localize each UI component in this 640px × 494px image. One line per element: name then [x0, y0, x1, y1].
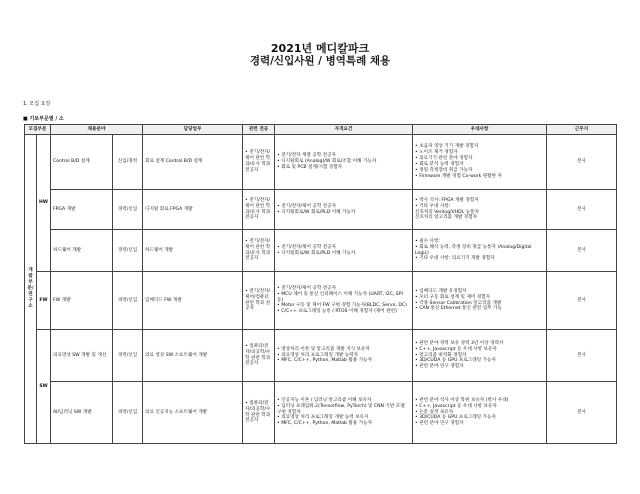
major-cell: • 컴퓨터/전자/의공학/수학 관련 학과 전공자	[243, 382, 275, 444]
list-item: • 알고리즘 최적화 경험자	[415, 352, 467, 358]
location-cell: 본사	[547, 382, 617, 444]
header-qualifications: 자격요건	[275, 125, 413, 135]
type-cell: 경력/신입	[113, 230, 143, 272]
list-item: • 초음파 영상 기기 개발 경험자	[415, 144, 479, 150]
header-division: 모집부문	[25, 125, 51, 135]
header-preferred: 우대사항	[413, 125, 547, 135]
pref-cell	[413, 190, 547, 230]
table-row	[25, 330, 617, 382]
duties-cell: 의료 영상 SW 소프트웨어 개발	[143, 330, 243, 382]
location-cell: 본사	[547, 272, 617, 330]
list-item: • 기타 우대 사항: 의료기기 개발 경험자	[415, 256, 495, 262]
list-item: • 관련 분야 연구 경험자	[415, 421, 464, 427]
type-cell: 경력/신입	[113, 190, 143, 230]
list-item: • 회로 및 PCB 설계/시험 경험자	[277, 164, 343, 170]
table-row	[25, 230, 617, 272]
table-row	[25, 135, 617, 190]
major-cell: • 컴퓨터/전자/의공학/수학 관련 학과 전공자	[243, 330, 275, 382]
type-cell: 경력/신입	[113, 272, 143, 330]
list-item: 신호처리 Verilog/VHDL 능통자	[415, 209, 480, 215]
table-row	[25, 190, 617, 230]
list-item: • 인공지능 이론 / 딥러닝 알고리즘 이해 보유자	[277, 397, 372, 403]
list-item: • 박사 석사: FPGA 개발 경험자	[415, 197, 479, 203]
field-cell: 의료영상 SW 개발 및 개선	[51, 330, 113, 382]
field-cell: Control B/D 설계	[51, 135, 113, 190]
quals-cell	[275, 382, 413, 444]
list-item: • 모터 구동 회로 설계 및 제어 경험자	[415, 294, 491, 300]
pref-cell	[413, 330, 547, 382]
list-item: • C++, Javascript 등 우대 사항 보유자	[415, 346, 497, 352]
list-item: • 임베디드 개발 유경험자	[415, 288, 467, 294]
major-cell: • 전기/전자/제어/컴퓨터 관련 학과 전공자	[243, 272, 275, 330]
table-row	[25, 382, 617, 444]
page-title: 2021년 메디칼파크	[270, 42, 370, 55]
table-header-row	[25, 125, 617, 135]
list-item: • 전기/전자/제어 공학 전공자	[277, 285, 337, 291]
type-cell: 경력/신입	[113, 330, 143, 382]
header-location: 근무지	[547, 125, 617, 135]
list-item: • 디지털회로/W 회로/PLD 이해 가능자	[277, 250, 356, 256]
duties-cell: 의료 인공지능 소프트웨어 개발	[143, 382, 243, 444]
duties-cell: 회로 설계 Control B/D 설계	[143, 135, 243, 190]
list-item: • 관련 분야 연구 경험자	[415, 364, 464, 370]
pref-cell	[413, 382, 547, 444]
list-item: • 관련 분야 경력 보유 경력 3년 이상 경력자	[415, 340, 504, 346]
list-item: • 노이즈 제거 경험자	[415, 150, 458, 156]
list-item: • 관련 분야 석사 이상 학위 보유자 (박사 우대)	[415, 397, 509, 403]
field-cell: AI/딥러닝 SW 개발	[51, 382, 113, 444]
list-item: • MCU 제어 및 통신 인터페이스 이해 가능자 (UART, I2C, SPI 등)	[277, 291, 403, 303]
field-cell: FPGA 개발	[51, 190, 113, 230]
list-item: • 정밀 측정장비 취급 가능자	[415, 167, 473, 173]
list-item: • MFC, C/C++, Python, Matlab 활용 가능자	[277, 358, 373, 364]
location-cell: 본사	[547, 135, 617, 190]
duties-cell: 디지털 회로 FPGA 개발	[143, 190, 243, 230]
duties-cell: 하드웨어 개발	[143, 230, 243, 272]
list-item: • 논문 실적 보유자	[415, 409, 454, 415]
list-item: • 디지털회로 (Analog)/W 회로/조합 이해 가능자	[277, 159, 377, 165]
list-item: • 전기/전자/제어 공학 전공자	[277, 244, 337, 250]
pref-cell	[413, 272, 547, 330]
list-item: • 디지털회로/W 회로/PLD 이해 가능자	[277, 209, 356, 215]
list-item: • 영상처리 이론 및 알고리즘 개발 지식 보유자	[277, 346, 370, 352]
list-item: • 전기/전자/제어 공학 전공자	[277, 203, 337, 209]
quals-cell	[275, 330, 413, 382]
list-item: • C/C++ 프로그래밍 능통 / RTOS 이해 경험자 (제어 관련)	[277, 309, 397, 315]
type-cell: 경력/신입	[113, 382, 143, 444]
group-hw: HW	[37, 135, 51, 272]
list-item: • 기타 우대 사항:	[415, 203, 451, 209]
list-item: • 3D/CUDA 등 GPU 프로그래밍 가능자	[415, 415, 496, 421]
group-fw: FW	[37, 272, 51, 330]
list-item: • MFC, C/C++, Python, Matlab 활용 가능자	[277, 421, 373, 427]
field-cell: FW 개발	[51, 272, 113, 330]
location-cell: 본사	[547, 190, 617, 230]
list-item: • 회로 해석 능력, 측정 장비 취급 능통자 (Analog/Digital Logic)	[415, 244, 532, 256]
field-cell: 하드웨어 개발	[51, 230, 113, 272]
quals-cell	[275, 135, 413, 190]
list-item: • 딥러닝 프레임워크(Tensorflow, PyTorch) 및 CNN 기반 모델 구현 경험자	[277, 403, 405, 415]
header-duties: 담당업무	[143, 125, 243, 135]
quals-cell	[275, 190, 413, 230]
list-item: • Firmware 개발 경험 Co-work 원활한 자	[415, 173, 502, 179]
table-row	[25, 272, 617, 330]
pref-cell	[413, 230, 547, 272]
type-cell: 신입/경력	[113, 135, 143, 190]
dept-cell: 개발부문/연구소	[25, 135, 37, 444]
list-item: • Motor 구동 및 제어 FW 구현 경험 가능자(BLDC, Servo, DC)	[277, 303, 407, 309]
page-subtitle: 경력/신입사원 / 병역특례 채용	[249, 55, 391, 67]
list-item: 신호처리 알고리즘 개발 경험자	[415, 215, 478, 221]
list-item: • 의료영상 처리 프로그래밍 개발 능력 보유자	[277, 415, 369, 421]
location-cell: 본사	[547, 330, 617, 382]
list-item: • 각종 Sensor Calibration 알고리즘 개발	[415, 300, 502, 306]
major-cell: • 전기/전자/제어 관련 학과/유사 학과 전공자	[243, 230, 275, 272]
quals-cell	[275, 230, 413, 272]
list-item: • C++, Javascript 등 우대 사항 보유자	[415, 403, 497, 409]
list-item: • 회로 분석 능력 경험자	[415, 162, 464, 167]
location-cell: 본사	[547, 230, 617, 272]
group-sw: SW	[37, 330, 51, 444]
list-item: • 3D/CUDA 등 GPU 프로그래밍 가능자	[415, 358, 496, 364]
list-item: • 필수 사항:	[415, 238, 440, 244]
list-item: • 전기/전자 계열 공학 전공자	[277, 153, 336, 159]
section-heading: 1. 모집 요강	[23, 101, 51, 107]
major-cell: • 전기/전자/제어 관련 학과/유사 학과 전공자	[243, 190, 275, 230]
duties-cell: 임베디드 FW 개발	[143, 272, 243, 330]
subsection-heading: ■ 기보부문별 / 소	[23, 116, 64, 122]
pref-cell	[413, 135, 547, 190]
header-field: 채용분야	[51, 125, 143, 135]
list-item: • CAN 통신 Ethernet 통신 관련 업무 가능	[415, 306, 502, 312]
list-item: • 의료기기 관련 분야 경험자	[415, 156, 473, 162]
recruitment-table	[24, 124, 617, 444]
quals-cell	[275, 272, 413, 330]
major-cell: • 전기/전자/제어 관련 학과/유사 학과 전공자	[243, 135, 275, 190]
list-item: • 의료영상 처리 프로그래밍 개발 능력자	[277, 352, 359, 358]
header-major: 관련 전공	[243, 125, 275, 135]
